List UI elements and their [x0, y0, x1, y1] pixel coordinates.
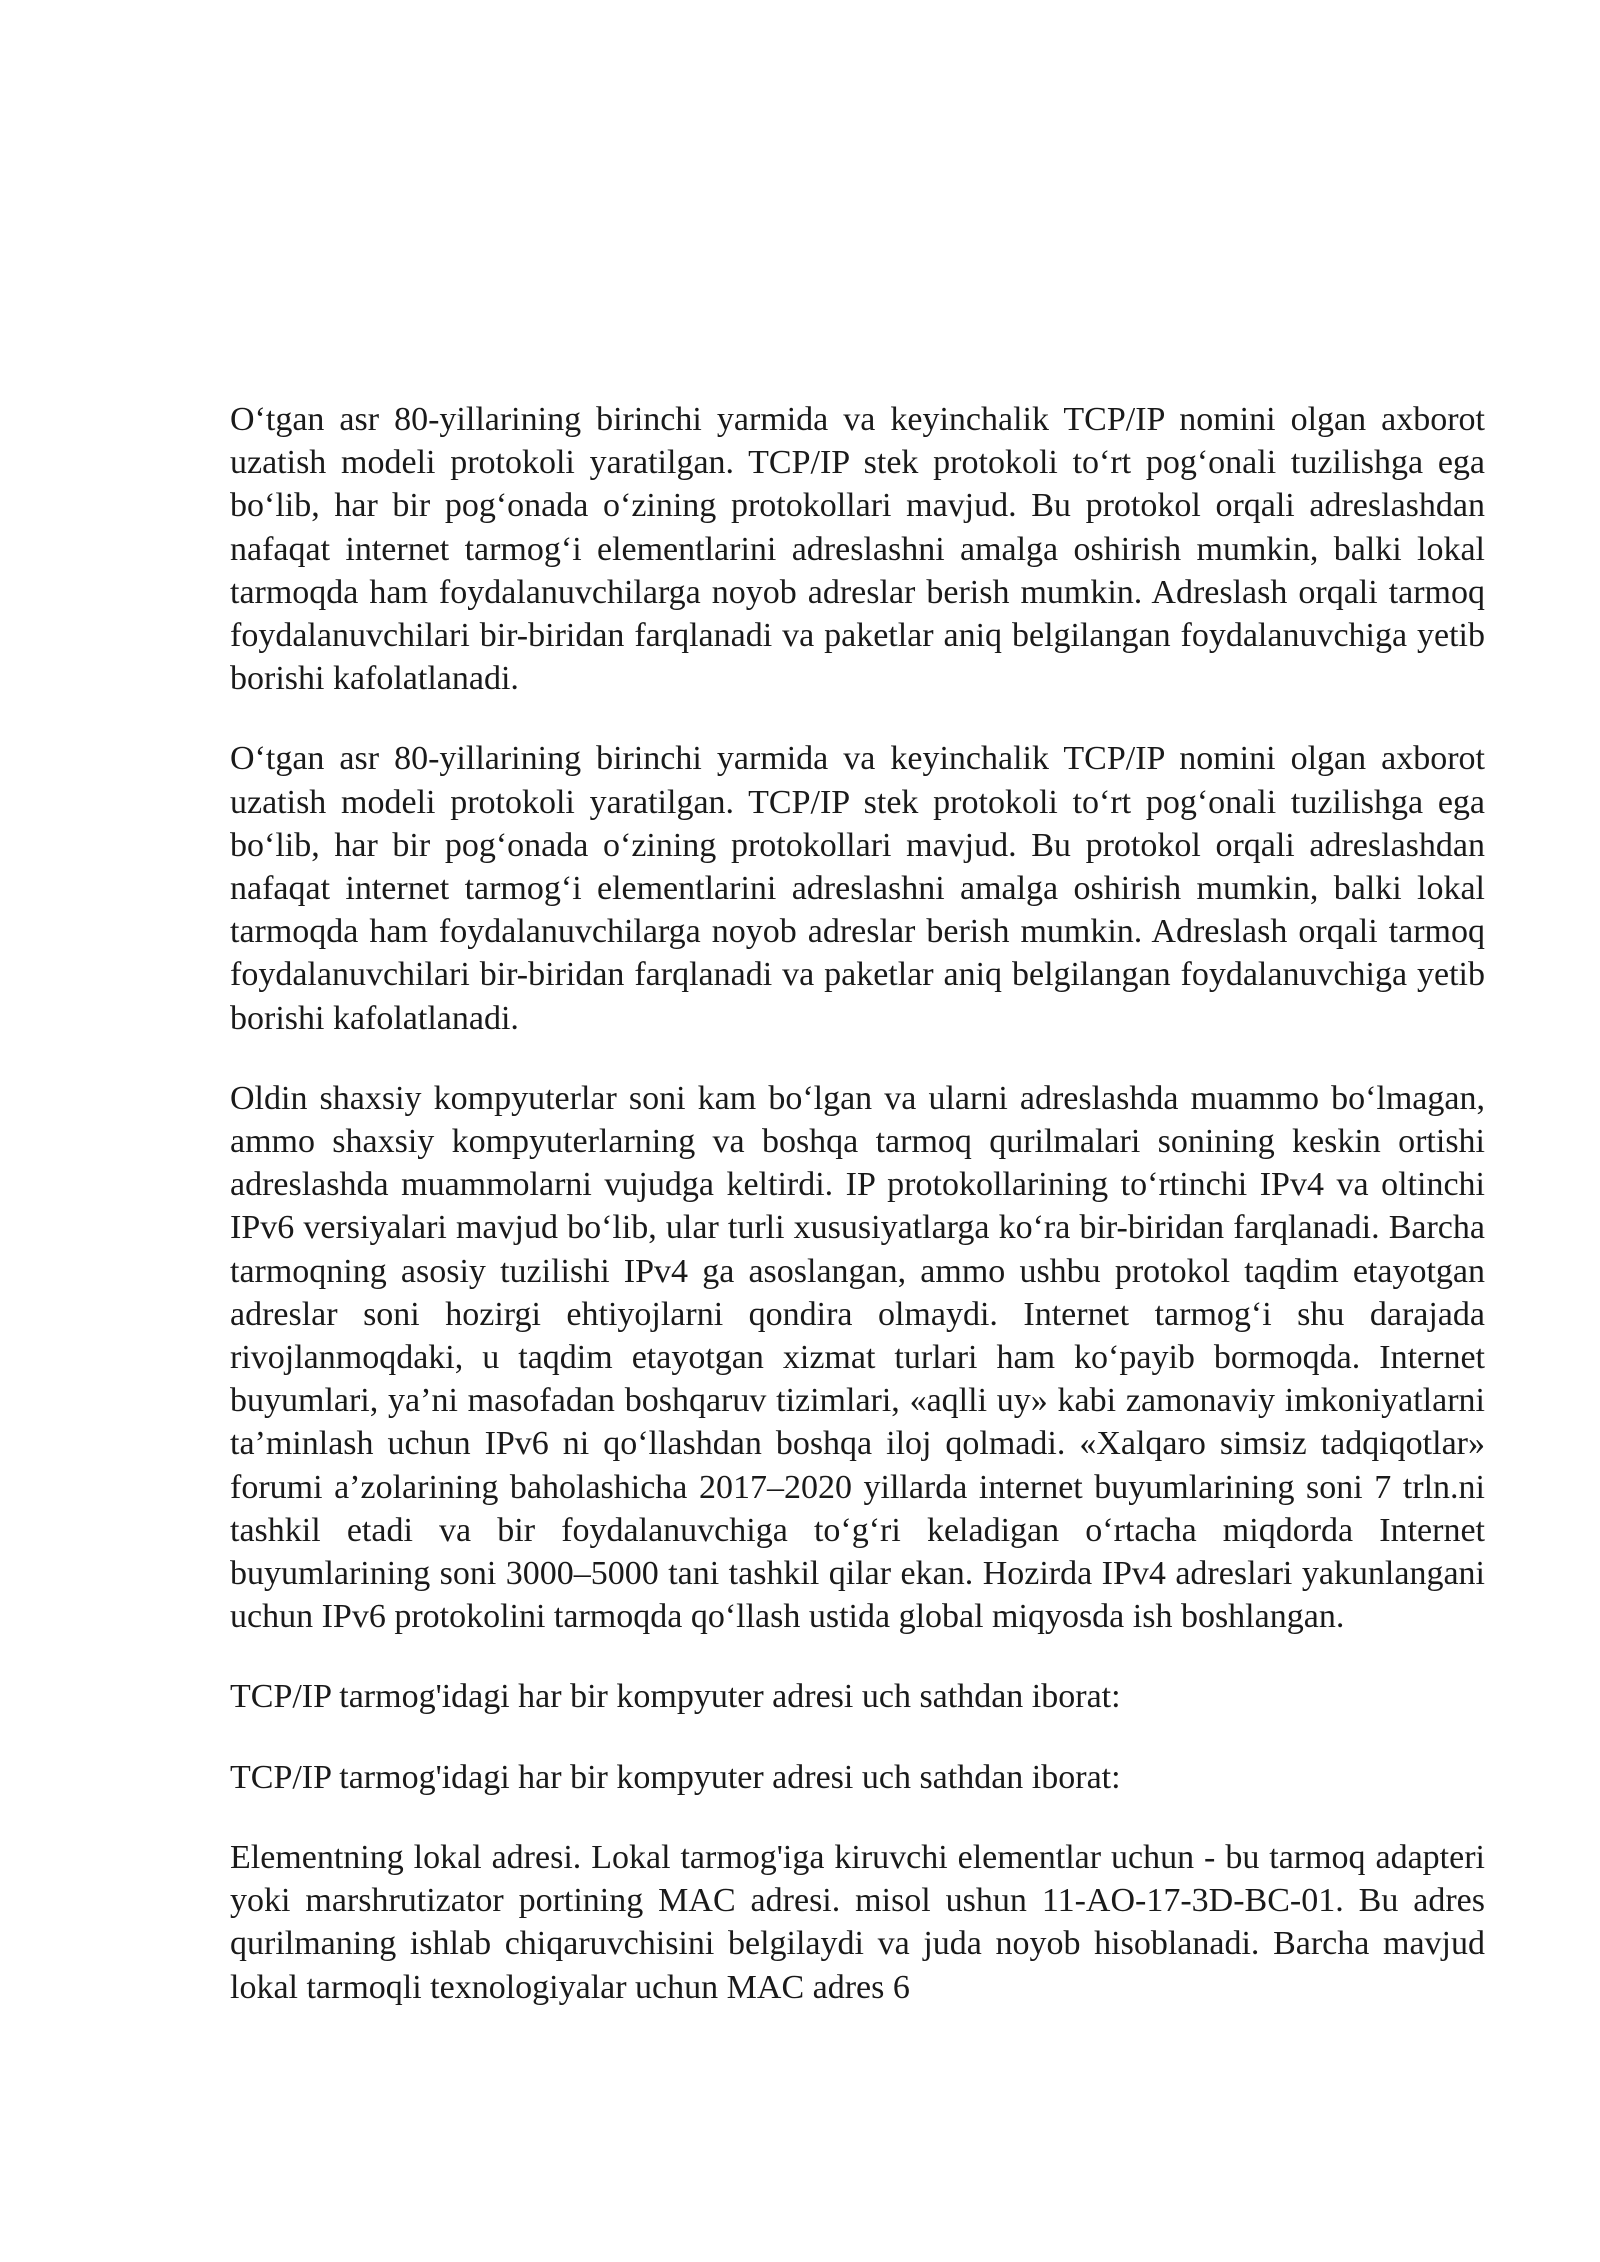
paragraph-4: TCP/IP tarmog'idagi har bir kompyuter adresi uch sathdan iborat: [230, 1678, 1121, 1716]
paragraph-6: Elementning lokal adresi. Lokal tarmog'iga kiruvchi elementlar uchun - bu tarmoq adapteri yoki marshrutizator portining MAC adresi. misol ushun 11-AO-17-3D-BC-01. Bu adres qurilmaning ishlab chiqaruvchisini belgilaydi va juda noyob hisoblanadi. Barcha mavjud lokal tarmoqli texnologiyalar uchun MAC adres 6 [230, 1838, 1485, 2006]
paragraph-1: O‘tgan asr 80-yillarining birinchi yarmida va keyinchalik TCP/IP nomini olgan axborot uzatish modeli protokoli yaratilgan. TCP/IP stek protokoli to‘rt pog‘onali tuzilishga ega bo‘lib, har bir pog‘onada o‘zining protokollari mavjud. Bu protokol orqali adreslashdan nafaqat internet tarmog‘i elementlarini adreslashni amalga oshirish mumkin, balki lokal tarmoqda ham foydalanuvchilarga noyob adreslar berish mumkin. Adreslash orqali tarmoq foydalanuvchilari bir-biridan farqlanadi va paketlar aniq belgilangan foydalanuvchiga yetib borishi kafolatlanadi. [230, 401, 1485, 698]
paragraph-2: O‘tgan asr 80-yillarining birinchi yarmida va keyinchalik TCP/IP nomini olgan axborot uzatish modeli protokoli yaratilgan. TCP/IP stek protokoli to‘rt pog‘onali tuzilishga ega bo‘lib, har bir pog‘onada o‘zining protokollari mavjud. Bu protokol orqali adreslashdan nafaqat internet tarmog‘i elementlarini adreslashni amalga oshirish mumkin, balki lokal tarmoqda ham foydalanuvchilarga noyob adreslar berish mumkin. Adreslash orqali tarmoq foydalanuvchilari bir-biridan farqlanadi va paketlar aniq belgilangan foydalanuvchiga yetib borishi kafolatlanadi. [230, 740, 1485, 1037]
document-body [230, 398, 1485, 2009]
paragraph-3: Oldin shaxsiy kompyuterlar soni kam bo‘lgan va ularni adreslashda muammo bo‘lmagan, ammo shaxsiy kompyuterlarning va boshqa tarmoq qurilmalari sonining keskin ortishi adreslashda muammolarni vujudga keltirdi. IP protokollarining to‘rtinchi IPv4 va oltinchi IPv6 versiyalari mavjud bo‘lib, ular turli xususiyatlarga ko‘ra bir-biridan farqlanadi. Barcha tarmoqning asosiy tuzilishi IPv4 ga asoslangan, ammo ushbu protokol taqdim etayotgan adreslar soni hozirgi ehtiyojlarni qondira olmaydi. Internet tarmog‘i shu darajada rivojlanmoqdaki, u taqdim etayotgan xizmat turlari ham ko‘payib bormoqda. Internet buyumlari, ya’ni masofadan boshqaruv tizimlari, «aqlli uy» kabi zamonaviy imkoniyatlarni ta’minlash uchun IPv6 ni qo‘llashdan boshqa iloj qolmadi. «Xalqaro simsiz tadqiqotlar» forumi a’zolarining baholashicha 2017–2020 yillarda internet buyumlarining soni 7 trln.ni tashkil etadi va bir foydalanuvchiga to‘g‘ri keladigan o‘rtacha miqdorda Internet buyumlarining soni 3000–5000 tani tashkil qilar ekan. Hozirda IPv4 adreslari yakunlangani uchun IPv6 protokolini tarmoqda qo‘llash ustida global miqyosda ish boshlangan. [230, 1079, 1485, 1636]
paragraph-5: TCP/IP tarmog'idagi har bir kompyuter adresi uch sathdan iborat: [230, 1758, 1121, 1796]
